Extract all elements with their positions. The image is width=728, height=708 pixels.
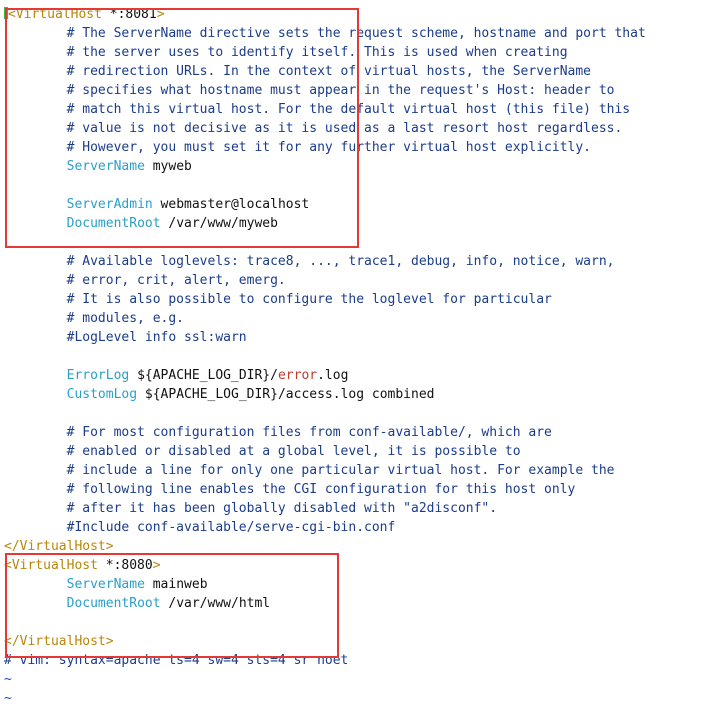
- code-token: myweb: [144, 159, 192, 174]
- code-token: # Available loglevels: trace8, ..., trace1, debug, info, notice, warn,: [4, 254, 615, 269]
- editor-line[interactable]: [0, 24, 728, 43]
- code-token: ServerAdmin: [66, 197, 153, 212]
- code-token: ${APACHE_LOG_DIR}/: [129, 368, 278, 383]
- editor-line[interactable]: [0, 518, 728, 537]
- code-token: </VirtualHost>: [4, 539, 114, 554]
- code-token: <VirtualHost: [8, 7, 110, 22]
- code-token: *:8081: [109, 7, 157, 22]
- editor-line[interactable]: [0, 81, 728, 100]
- editor-line[interactable]: [0, 594, 728, 613]
- code-token: ServerName: [66, 577, 145, 592]
- editor-line[interactable]: [0, 385, 728, 404]
- code-token: # redirection URLs. In the context of virtual hosts, the ServerName: [4, 64, 591, 79]
- code-token: [4, 216, 67, 231]
- code-token: ~: [4, 691, 12, 706]
- code-token: error: [277, 368, 318, 383]
- code-token: <VirtualHost: [4, 558, 106, 573]
- editor-line[interactable]: [0, 347, 728, 366]
- editor-line[interactable]: [0, 195, 728, 214]
- code-token: # For most configuration files from conf-available/, which are: [4, 425, 552, 440]
- editor-line[interactable]: [0, 100, 728, 119]
- code-token: # The ServerName directive sets the request scheme, hostname and port that: [4, 26, 646, 41]
- editor-line[interactable]: [0, 480, 728, 499]
- editor-line[interactable]: [0, 613, 728, 632]
- editor-line[interactable]: [0, 233, 728, 252]
- editor-line[interactable]: [0, 670, 728, 689]
- editor-line[interactable]: [0, 252, 728, 271]
- code-token: # modules, e.g.: [4, 311, 185, 326]
- editor-line[interactable]: [0, 461, 728, 480]
- editor-line[interactable]: [0, 290, 728, 309]
- code-token: webmaster@localhost: [152, 197, 310, 212]
- code-token: *:8080: [105, 558, 153, 573]
- code-token: # enabled or disabled at a global level, it is possible to: [4, 444, 521, 459]
- editor-line[interactable]: [0, 537, 728, 556]
- vim-editor[interactable]: [0, 5, 728, 708]
- editor-line[interactable]: [0, 214, 728, 233]
- editor-line[interactable]: [0, 5, 728, 24]
- code-token: # vim: syntax=apache ts=4 sw=4 sts=4 sr noet: [4, 653, 349, 668]
- editor-line[interactable]: [0, 556, 728, 575]
- editor-line[interactable]: [0, 271, 728, 290]
- code-token: ${APACHE_LOG_DIR}/access.log combined: [137, 387, 435, 402]
- code-token: /var/www/myweb: [160, 216, 278, 231]
- code-token: .log: [317, 368, 349, 383]
- editor-line[interactable]: [0, 404, 728, 423]
- editor-line[interactable]: [0, 442, 728, 461]
- code-token: [4, 197, 67, 212]
- code-token: # It is also possible to configure the loglevel for particular: [4, 292, 552, 307]
- code-token: # match this virtual host. For the default virtual host (this file) this: [4, 102, 631, 117]
- editor-line[interactable]: [0, 366, 728, 385]
- code-token: # However, you must set it for any further virtual host explicitly.: [4, 140, 591, 155]
- code-token: mainweb: [144, 577, 208, 592]
- code-token: # after it has been globally disabled with "a2disconf".: [4, 501, 498, 516]
- editor-line[interactable]: [0, 176, 728, 195]
- code-token: # value is not decisive as it is used as a last resort host regardless.: [4, 121, 623, 136]
- editor-line[interactable]: [0, 651, 728, 670]
- code-token: [4, 577, 67, 592]
- code-token: CustomLog: [66, 387, 138, 402]
- code-token: #Include conf-available/serve-cgi-bin.conf: [4, 520, 396, 535]
- code-token: [4, 596, 67, 611]
- code-token: # error, crit, alert, emerg.: [4, 273, 286, 288]
- editor-line[interactable]: [0, 43, 728, 62]
- code-token: # the server uses to identify itself. This is used when creating: [4, 45, 568, 60]
- editor-line[interactable]: [0, 119, 728, 138]
- editor-line[interactable]: [0, 328, 728, 347]
- editor-line[interactable]: [0, 309, 728, 328]
- editor-line[interactable]: [0, 632, 728, 651]
- editor-line[interactable]: [0, 138, 728, 157]
- code-token: [4, 159, 67, 174]
- code-token: /var/www/html: [160, 596, 271, 611]
- code-token: # specifies what hostname must appear in the request's Host: header to: [4, 83, 615, 98]
- code-token: </VirtualHost>: [4, 634, 114, 649]
- editor-line[interactable]: [0, 62, 728, 81]
- code-token: DocumentRoot: [66, 596, 161, 611]
- code-token: #LogLevel info ssl:warn: [4, 330, 247, 345]
- editor-line[interactable]: [0, 157, 728, 176]
- editor-line[interactable]: [0, 575, 728, 594]
- code-token: ErrorLog: [66, 368, 130, 383]
- editor-line[interactable]: [0, 423, 728, 442]
- editor-line[interactable]: [0, 499, 728, 518]
- code-token: >: [152, 558, 161, 573]
- code-token: [4, 387, 67, 402]
- code-token: # include a line for only one particular virtual host. For example the: [4, 463, 615, 478]
- code-token: >: [156, 7, 165, 22]
- code-token: # following line enables the CGI configuration for this host only: [4, 482, 576, 497]
- code-token: ~: [4, 672, 12, 687]
- code-token: [4, 368, 67, 383]
- editor-line[interactable]: [0, 689, 728, 708]
- code-token: ServerName: [66, 159, 145, 174]
- code-token: DocumentRoot: [66, 216, 161, 231]
